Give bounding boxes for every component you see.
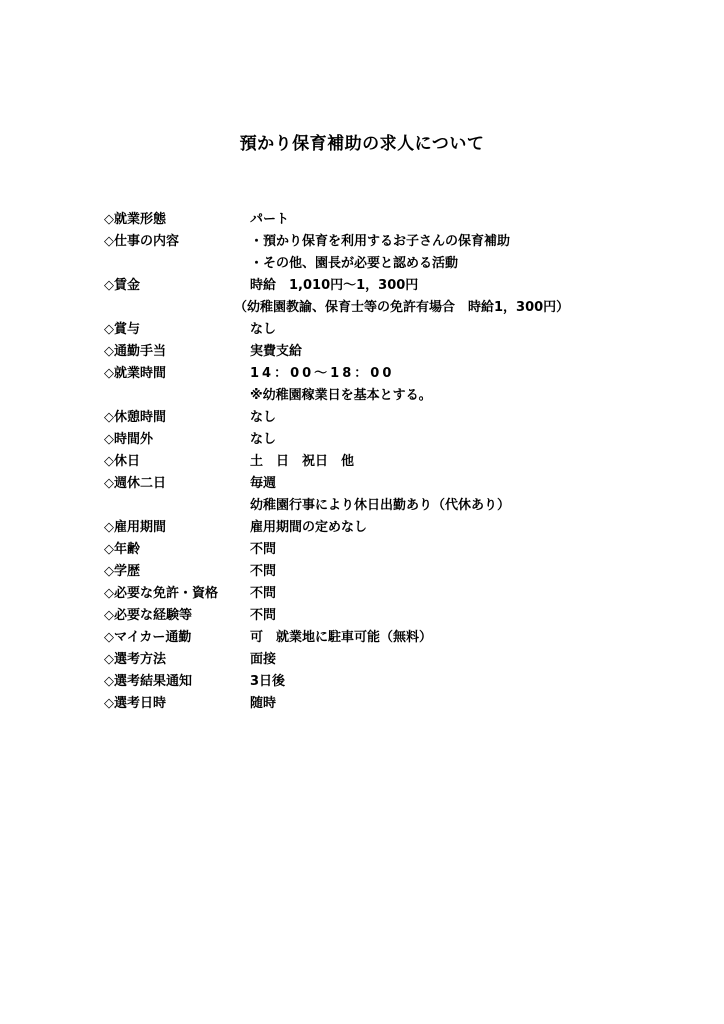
row-value: （幼稚園教諭、保育士等の免許有場合 時給1，300円）: [234, 300, 570, 315]
row-wage: [104, 275, 664, 297]
row-selection-result: [104, 671, 664, 693]
row-job-content-cont: [104, 253, 664, 275]
row-label: ◇休日: [104, 454, 140, 469]
document-title: 預かり保育補助の求人について: [239, 134, 485, 154]
row-education: [104, 561, 664, 583]
row-label: ◇選考結果通知: [104, 674, 192, 689]
row-car-commute: [104, 627, 664, 649]
row-value: 毎週: [250, 476, 277, 491]
row-job-content: [104, 231, 664, 253]
row-value: 不問: [250, 564, 277, 579]
row-label: ◇学歴: [104, 564, 140, 579]
row-holidays: [104, 451, 664, 473]
row-label: ◇マイカー通勤: [104, 630, 192, 645]
row-value: 不問: [250, 586, 277, 601]
row-value: 実費支給: [250, 344, 303, 359]
row-employment-period: [104, 517, 664, 539]
row-value: ・預かり保育を利用するお子さんの保育補助: [250, 234, 511, 249]
job-details-list: [104, 209, 664, 715]
row-value: 随時: [250, 696, 277, 711]
row-experience: [104, 605, 664, 627]
row-value: 土 日 祝日 他: [250, 454, 355, 469]
row-value: 不問: [250, 542, 277, 557]
row-value: 3日後: [250, 674, 286, 689]
row-value: なし: [250, 322, 277, 337]
row-bonus: [104, 319, 664, 341]
row-value: 不問: [250, 608, 277, 623]
row-selection-date: [104, 693, 664, 715]
row-commute-allowance: [104, 341, 664, 363]
row-value: 幼稚園行事により休日出勤あり（代休あり）: [250, 498, 511, 513]
row-label: ◇賞与: [104, 322, 140, 337]
row-wage-note: [104, 297, 664, 319]
row-overtime: [104, 429, 664, 451]
row-label: ◇休憩時間: [104, 410, 166, 425]
row-label: ◇就業時間: [104, 366, 166, 381]
row-label: ◇雇用期間: [104, 520, 166, 535]
row-value: 14：00～18：00: [250, 366, 395, 381]
row-working-hours: [104, 363, 664, 385]
row-working-hours-note: [104, 385, 664, 407]
row-label: ◇選考日時: [104, 696, 166, 711]
row-licenses: [104, 583, 664, 605]
row-two-days-off: [104, 473, 664, 495]
row-value: 雇用期間の定めなし: [250, 520, 368, 535]
row-employment-type: [104, 209, 664, 231]
row-label: ◇通勤手当: [104, 344, 166, 359]
row-value: なし: [250, 432, 277, 447]
row-label: ◇時間外: [104, 432, 153, 447]
row-value: ※幼稚園稼業日を基本とする。: [250, 388, 432, 403]
row-label: ◇必要な免許・資格: [104, 586, 218, 601]
row-label: ◇仕事の内容: [104, 234, 179, 249]
row-value: 可 就業地に駐車可能（無料）: [250, 630, 433, 645]
row-value: パート: [250, 212, 290, 227]
row-label: ◇年齢: [104, 542, 140, 557]
row-label: ◇必要な経験等: [104, 608, 192, 623]
row-age: [104, 539, 664, 561]
row-value: なし: [250, 410, 277, 425]
row-selection-method: [104, 649, 664, 671]
row-label: ◇選考方法: [104, 652, 166, 667]
row-value: ・その他、園長が必要と認める活動: [250, 256, 459, 271]
row-label: ◇賃金: [104, 278, 140, 293]
row-label: ◇週休二日: [104, 476, 166, 491]
row-label: ◇就業形態: [104, 212, 166, 227]
row-value: 時給 1,010円～1，300円: [250, 278, 419, 293]
row-break-time: [104, 407, 664, 429]
row-value: 面接: [250, 652, 277, 667]
row-two-days-off-note: [104, 495, 664, 517]
